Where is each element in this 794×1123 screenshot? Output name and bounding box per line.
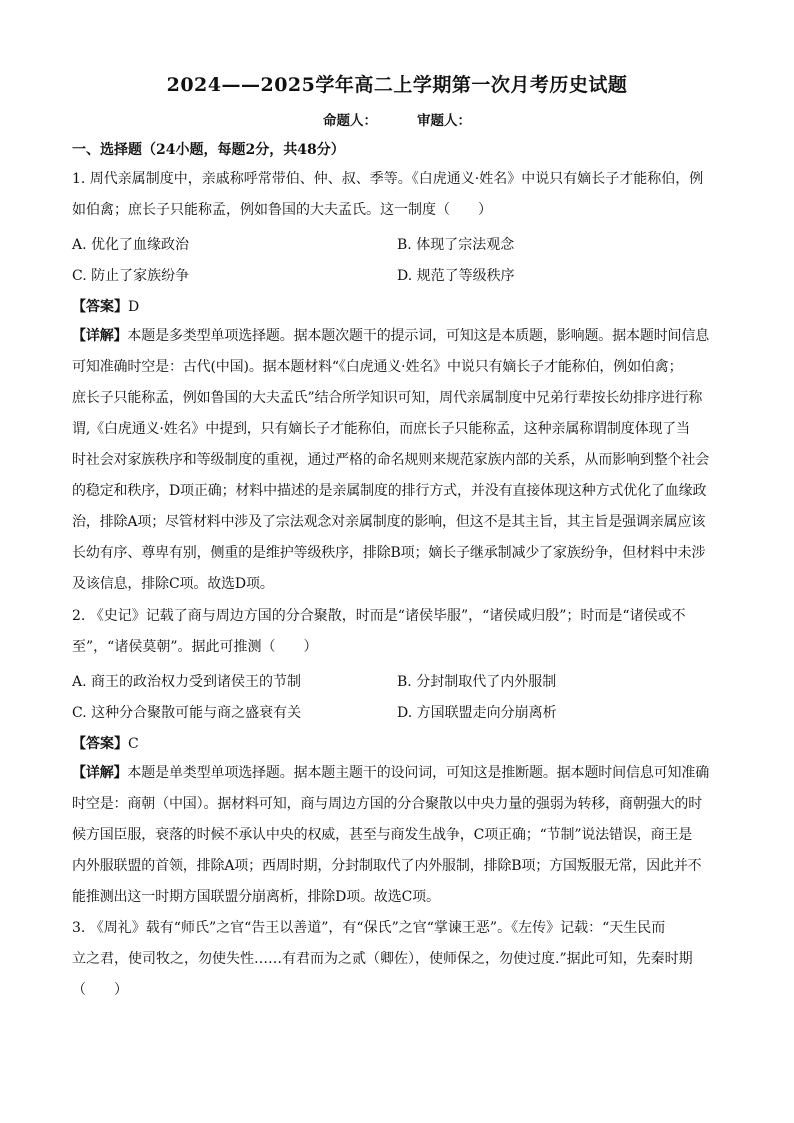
detail-line: 内外服联盟的首领，排除A项；西周时期，分封制取代了内外服制，排除B项；方国叛服无常，因此并不 xyxy=(72,858,702,874)
stem-line: 至”，“诸侯莫朝”。据此可推测（ ） xyxy=(72,639,318,655)
detail-line: 庶长子只能称孟，例如鲁国的大夫孟氏”结合所学知识可知，周代亲属制度中兄弟行辈按长幼排序进行称 xyxy=(72,390,703,406)
detail-line: 可知准确时空是：古代(中国)。据本题材料“《白虎通义·姓名》中说只有嫡长子才能称伯，例如伯禽； xyxy=(72,359,683,375)
detail-line: 能推测出这一时期方国联盟分崩离析，排除D项。故选C项。 xyxy=(72,889,440,905)
answer-value: C xyxy=(128,736,139,752)
setter-label: 命题人： xyxy=(323,113,377,129)
detail-line: 治，排除A项；尽管材料中涉及了宗法观念对亲属制度的影响，但这不是其主旨，其主旨是强调亲属应该 xyxy=(72,514,706,530)
question-1-option-c: C. 防止了家族纷争 xyxy=(72,268,190,284)
question-1-stem xyxy=(72,164,722,226)
stem-line: 立之君，使司牧之，勿使失性……有君而为之贰（卿佐），使师保之，勿使过度.”据此可知，先秦时期 xyxy=(72,951,693,967)
question-2-answer xyxy=(72,733,139,753)
detail-line: 时社会对家族秩序和等级制度的重视，通过严格的命名规则来规范家族内部的关系，从而影响到整个社会 xyxy=(72,452,710,468)
question-1-answer xyxy=(72,296,139,316)
stem-line: 如伯禽；庶长子只能称孟，例如鲁国的大夫孟氏。这一制度（ ） xyxy=(72,202,492,218)
question-2-option-b: B. 分封制取代了内外服制 xyxy=(397,674,557,690)
question-2-option-c: C. 这种分合聚散可能与商之盛衰有关 xyxy=(72,705,302,721)
detail-line: 长幼有序、尊卑有别，侧重的是维护等级秩序，排除B项；嫡长子继承制减少了家族纷争，但材料中未涉 xyxy=(72,545,706,561)
question-1-option-a: A. 优化了血缘政治 xyxy=(72,237,190,253)
detail-line: 时空是：商朝（中国）。据材料可知，商与周边方国的分合聚散以中央力量的强弱为转移，商朝强大的时 xyxy=(72,796,703,812)
question-2-option-d: D. 方国联盟走向分崩离析 xyxy=(397,705,557,721)
page-title: 2024——2025学年高二上学期第一次月考历史试题 xyxy=(166,74,628,96)
detail-label: 【详解】 xyxy=(72,328,128,344)
detail-line: 本题是多类型单项选择题。据本题次题干的提示词，可知这是本质题，影响题。据本题时间信息 xyxy=(127,328,710,344)
detail-line: 候方国臣服，衰落的时候不承认中央的权威，甚至与商发生战争，C项正确；“节制”说法错误，商王是 xyxy=(72,827,693,843)
reviewer-label: 审题人： xyxy=(417,113,471,129)
answer-value: D xyxy=(128,299,140,315)
stem-line: 3. 《周礼》载有“师氏”之官“告王以善道”，有“保氏”之官“掌谏王恶”。《左传》记载：“天生民而 xyxy=(72,920,666,936)
detail-line: 谓,《白虎通义·姓名》中提到，只有嫡长子才能称伯，而庶长子只能称孟，这种亲属称谓制度体现了当 xyxy=(72,421,690,437)
question-1-detail xyxy=(72,321,722,600)
section-heading: 一、选择题（24小题，每题2分，共48分） xyxy=(72,142,345,158)
answer-label: 【答案】 xyxy=(72,299,128,315)
detail-line: 本题是单类型单项选择题。据本题主题干的设问词，可知这是推断题。据本题时间信息可知准确 xyxy=(127,765,710,781)
stem-line: 1. 周代亲属制度中，亲戚称呼常带伯、仲、叔、季等。《白虎通义·姓名》中说只有嫡长子才能称伯，例 xyxy=(72,171,704,187)
stem-line: （ ） xyxy=(72,982,128,998)
answer-label: 【答案】 xyxy=(72,736,128,752)
detail-line: 的稳定和秩序，D项正确；材料中描述的是亲属制度的排行方式，并没有直接体现这种方式优化了血缘政 xyxy=(72,483,707,499)
stem-line: 2. 《史记》记载了商与周边方国的分合聚散，时而是“诸侯毕服”，“诸侯咸归殷”；时而是“诸侯或不 xyxy=(72,608,686,624)
author-line xyxy=(0,109,794,129)
question-2-stem xyxy=(72,601,722,663)
question-2-detail xyxy=(72,758,722,913)
question-1-option-d: D. 规范了等级秩序 xyxy=(397,268,515,284)
detail-line: 及该信息，排除C项。故选D项。 xyxy=(72,576,274,592)
question-3-stem xyxy=(72,913,722,1006)
question-1-option-b: B. 体现了宗法观念 xyxy=(397,237,515,253)
detail-label: 【详解】 xyxy=(72,765,128,781)
question-2-option-a: A. 商王的政治权力受到诸侯王的节制 xyxy=(72,674,302,690)
